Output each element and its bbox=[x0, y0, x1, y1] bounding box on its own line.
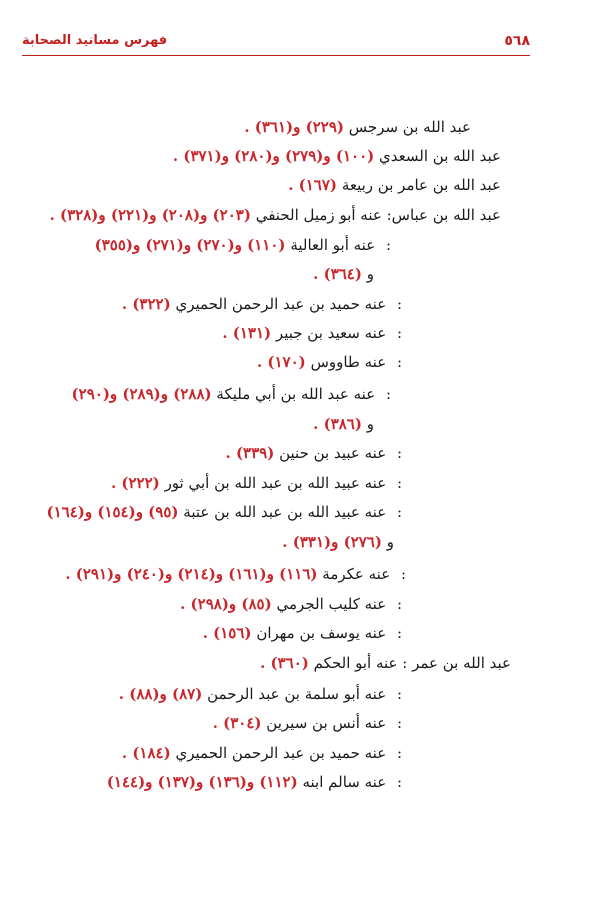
index-entry bbox=[260, 653, 511, 673]
index-subentry bbox=[122, 743, 402, 763]
entry-text: عنه أبو العالية bbox=[290, 236, 376, 254]
entry-text: عبد الله بن السعدي bbox=[379, 147, 501, 165]
entry-text: عبد الله بن سرجس bbox=[348, 118, 471, 136]
index-subentry bbox=[107, 772, 402, 792]
entry-references: (١٧٠) . bbox=[256, 353, 306, 371]
index-subentry bbox=[180, 594, 402, 614]
entry-colon: : bbox=[385, 236, 391, 254]
entry-text: عنه عبيد بن حنين bbox=[279, 444, 387, 462]
index-subentry bbox=[72, 384, 391, 404]
entry-text: و bbox=[366, 415, 374, 433]
entry-text: و bbox=[366, 265, 374, 283]
page-header bbox=[22, 33, 530, 53]
index-entry bbox=[288, 175, 501, 195]
entry-references: (٣٦٠) . bbox=[260, 654, 309, 672]
index-subentry bbox=[95, 235, 391, 255]
index-continuation bbox=[313, 264, 374, 284]
index-subentry bbox=[226, 443, 403, 463]
entry-references: (١١٦) و(١٦١) و(٢١٤) و(٢٤٠) و(٢٩١) . bbox=[65, 565, 318, 583]
header-rule bbox=[22, 55, 530, 56]
entry-references: (٨٥) و(٢٩٨) . bbox=[180, 595, 272, 613]
entry-references: (١٣١) . bbox=[222, 324, 272, 342]
entry-colon: : bbox=[396, 324, 402, 342]
entry-colon: : bbox=[396, 773, 402, 791]
entry-text: و bbox=[386, 533, 394, 551]
entry-colon: : bbox=[400, 565, 406, 583]
index-subentry bbox=[122, 294, 402, 314]
entry-text: عنه حميد بن عبد الرحمن الحميري bbox=[175, 295, 387, 313]
entry-text: عبد الله بن عباس: عنه أبو زميل الحنفي bbox=[255, 206, 501, 224]
entry-colon: : bbox=[385, 385, 391, 403]
index-subentry bbox=[46, 502, 402, 522]
index-subentry bbox=[119, 684, 402, 704]
index-subentry bbox=[203, 623, 402, 643]
entry-text: عنه عبد الله بن أبي مليكة bbox=[216, 385, 376, 403]
entry-references: (٣٦٤) . bbox=[313, 265, 362, 283]
entry-references: (٣٠٤) . bbox=[212, 714, 262, 732]
entry-text: عنه طاووس bbox=[310, 353, 387, 371]
entry-references: (١٠٠) و(٢٧٩) و(٢٨٠) و(٣٧١) . bbox=[172, 147, 375, 165]
entry-references: (١٥٦) . bbox=[202, 624, 252, 642]
index-subentry bbox=[222, 323, 402, 343]
entry-colon: : bbox=[396, 295, 402, 313]
entry-text: عبد الله بن عامر بن ربيعة bbox=[341, 176, 501, 194]
entry-references: (١١٢) و(١٣٦) و(١٣٧) و(١٤٤) bbox=[106, 773, 298, 791]
index-subentry bbox=[65, 564, 406, 584]
entry-text: عنه سالم ابنه bbox=[302, 773, 387, 791]
index-subentry bbox=[257, 352, 402, 372]
entry-colon: : bbox=[396, 503, 402, 521]
index-continuation bbox=[282, 532, 394, 552]
page-number: ٥٦٨ bbox=[504, 33, 530, 49]
entry-references: (٢٨٨) و(٢٨٩) و(٢٩٠) bbox=[71, 385, 212, 403]
entry-text: عنه أبو سلمة بن عبد الرحمن bbox=[207, 685, 387, 703]
entry-text: عبد الله بن عمر : عنه أبو الحكم bbox=[313, 654, 511, 672]
entry-references: (١١٠) و(٢٧٠) و(٢٧١) و(٣٥٥) bbox=[94, 236, 286, 254]
entry-text: عنه عبيد الله بن عبد الله بن أبي ثور bbox=[164, 474, 387, 492]
entry-text: عنه أنس بن سيرين bbox=[266, 714, 387, 732]
index-subentry bbox=[111, 473, 402, 493]
entry-text: عنه حميد بن عبد الرحمن الحميري bbox=[175, 744, 387, 762]
entry-colon: : bbox=[396, 624, 402, 642]
entry-references: (٢٢٢) . bbox=[110, 474, 160, 492]
entry-references: (٣٢٢) . bbox=[121, 295, 171, 313]
index-subentry bbox=[213, 713, 402, 733]
entry-colon: : bbox=[396, 744, 402, 762]
entry-colon: : bbox=[396, 714, 402, 732]
entry-references: (١٦٧) . bbox=[288, 176, 338, 194]
entry-colon: : bbox=[396, 685, 402, 703]
entry-references: (٢٢٩) و(٣٦١) . bbox=[244, 118, 344, 136]
entry-text: عنه عبيد الله بن عبد الله بن عتبة bbox=[183, 503, 387, 521]
entry-text: عنه كليب الجرمي bbox=[276, 595, 387, 613]
entry-colon: : bbox=[396, 444, 402, 462]
index-continuation bbox=[313, 414, 374, 434]
index-entry bbox=[173, 146, 501, 166]
entry-colon: : bbox=[396, 474, 402, 492]
entry-references: (٢٠٣) و(٢٠٨) و(٢٢١) و(٣٢٨) . bbox=[49, 206, 251, 224]
entry-references: (٢٧٦) و(٣٣١) . bbox=[282, 533, 382, 551]
entry-references: (٩٥) و(١٥٤) و(١٦٤) bbox=[46, 503, 179, 521]
entry-text: عنه يوسف بن مهران bbox=[256, 624, 387, 642]
entry-colon: : bbox=[396, 353, 402, 371]
entry-references: (١٨٤) . bbox=[121, 744, 171, 762]
index-entry bbox=[50, 205, 501, 225]
index-entry bbox=[244, 117, 471, 137]
entry-references: (٨٧) و(٨٨) . bbox=[118, 685, 203, 703]
entry-text: عنه عكرمة bbox=[322, 565, 391, 583]
entry-colon: : bbox=[396, 595, 402, 613]
entry-references: (٣٨٦) . bbox=[313, 415, 362, 433]
entry-text: عنه سعيد بن جبير bbox=[275, 324, 387, 342]
running-title: فهرس مسانيد الصحابة bbox=[22, 33, 168, 48]
entry-references: (٣٣٩) . bbox=[225, 444, 275, 462]
